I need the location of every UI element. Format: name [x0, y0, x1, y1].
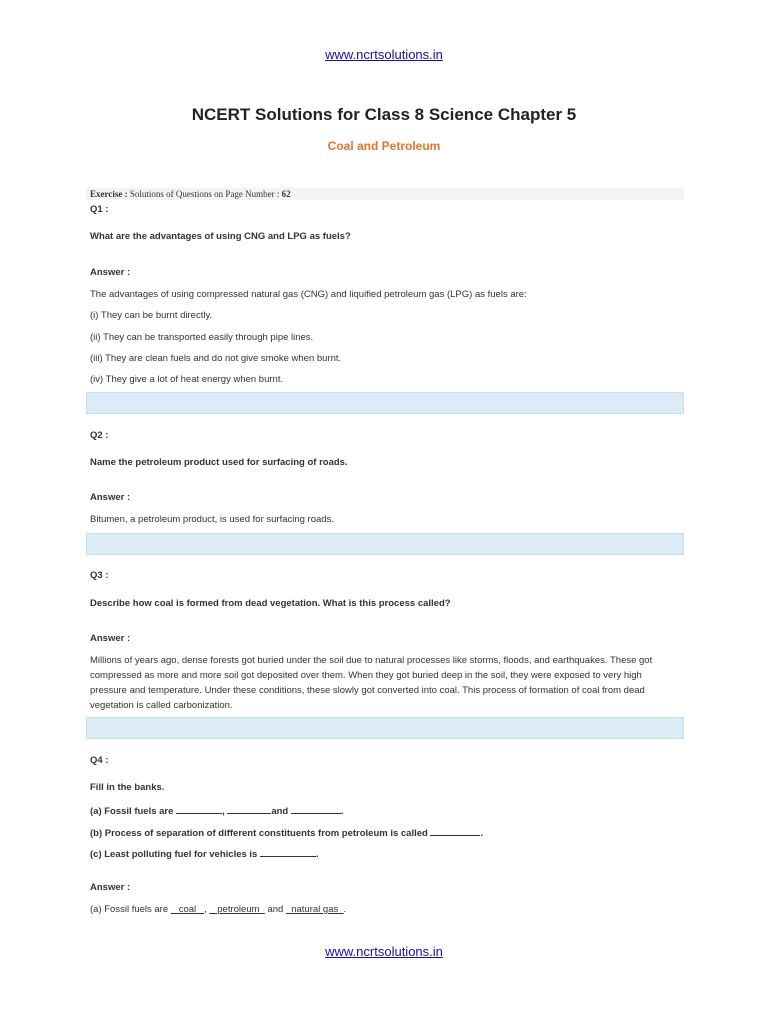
q4-part-a-end: .: [340, 806, 344, 817]
site-link-top[interactable]: www.ncrtsolutions.in: [325, 47, 443, 62]
answer-fill: coal: [178, 904, 197, 915]
q1-point: (i) They can be burnt directly.: [90, 310, 213, 321]
q4-answer-label: Answer :: [90, 882, 131, 893]
q3-answer: Millions of years ago, dense forests got buried under the soil due to natural processes like storms, floods, and earthquakes. These got compressed as more and more soil got deposited over them. When they got buried deep in the soil, they were exposed to very high pressure and temperature. Under these conditions, these slowly got converted into coal. This process of formation of coal from dead vegetation is called carbonization.: [90, 655, 653, 711]
q1-point: (ii) They can be transported easily through pipe lines.: [90, 332, 314, 343]
q4-part-b: [90, 825, 483, 840]
answer-fill: petroleum: [217, 904, 260, 915]
q2-question: Name the petroleum product used for surfacing of roads.: [90, 457, 348, 468]
exercise-label: Exercise :: [90, 189, 128, 199]
q4-part-a-and: and: [271, 806, 291, 817]
q1-point: (iv) They give a lot of heat energy when burnt.: [90, 374, 284, 385]
exercise-bar: [86, 188, 684, 200]
q2-answer: Bitumen, a petroleum product, is used for surfacing roads.: [90, 514, 334, 525]
q4-part-a-text: (a) Fossil fuels are: [90, 806, 177, 817]
q1-answer-label: Answer :: [90, 267, 131, 278]
answer-fill: natural gas: [291, 904, 339, 915]
q2-answer-label: Answer :: [90, 492, 131, 503]
q1-answer-intro: The advantages of using compressed natural gas (CNG) and liquified petroleum gas (LPG) as fuels are:: [90, 289, 527, 300]
q4-part-b-text: (b) Process of separation of different constituents from petroleum is called: [90, 828, 431, 839]
blank-line: [291, 803, 341, 814]
q3-question: Describe how coal is formed from dead vegetation. What is this process called?: [90, 598, 451, 609]
blank-line: [260, 846, 316, 857]
q4-answer-a-text: (a) Fossil fuels are: [90, 904, 171, 915]
chapter-subtitle: Coal and Petroleum: [327, 139, 441, 153]
exercise-page: 62: [281, 189, 291, 199]
section-separator: [86, 717, 684, 739]
q4-label: Q4 :: [90, 755, 109, 766]
blank-line: [227, 803, 271, 814]
section-separator: [86, 392, 684, 414]
site-link-bottom[interactable]: www.ncrtsolutions.in: [325, 944, 443, 959]
q4-part-a-sep: ,: [222, 806, 228, 817]
q4-part-c-text: (c) Least polluting fuel for vehicles is: [90, 849, 260, 860]
q2-label: Q2 :: [90, 430, 109, 441]
q4-part-b-end: .: [480, 828, 484, 839]
q4-part-a: [90, 803, 344, 818]
q4-answer-a: (a) Fossil fuels are coal , petroleum and natural gas .: [90, 904, 347, 915]
exercise-text: Solutions of Questions on Page Number :: [127, 189, 282, 199]
q3-label: Q3 :: [90, 570, 109, 581]
q4-answer-and: and: [267, 904, 286, 915]
q4-heading: Fill in the banks.: [90, 782, 165, 793]
blank-line: [176, 803, 222, 814]
q3-answer-label: Answer :: [90, 633, 131, 644]
page-title: NCERT Solutions for Class 8 Science Chapter 5: [191, 105, 577, 124]
q4-part-c: [90, 846, 319, 861]
q1-point: (iii) They are clean fuels and do not give smoke when burnt.: [90, 353, 342, 364]
blank-line: [430, 825, 480, 836]
q4-part-c-end: .: [315, 849, 319, 860]
q1-label: Q1 :: [90, 204, 109, 215]
section-separator: [86, 533, 684, 555]
q1-question: What are the advantages of using CNG and LPG as fuels?: [90, 231, 351, 242]
